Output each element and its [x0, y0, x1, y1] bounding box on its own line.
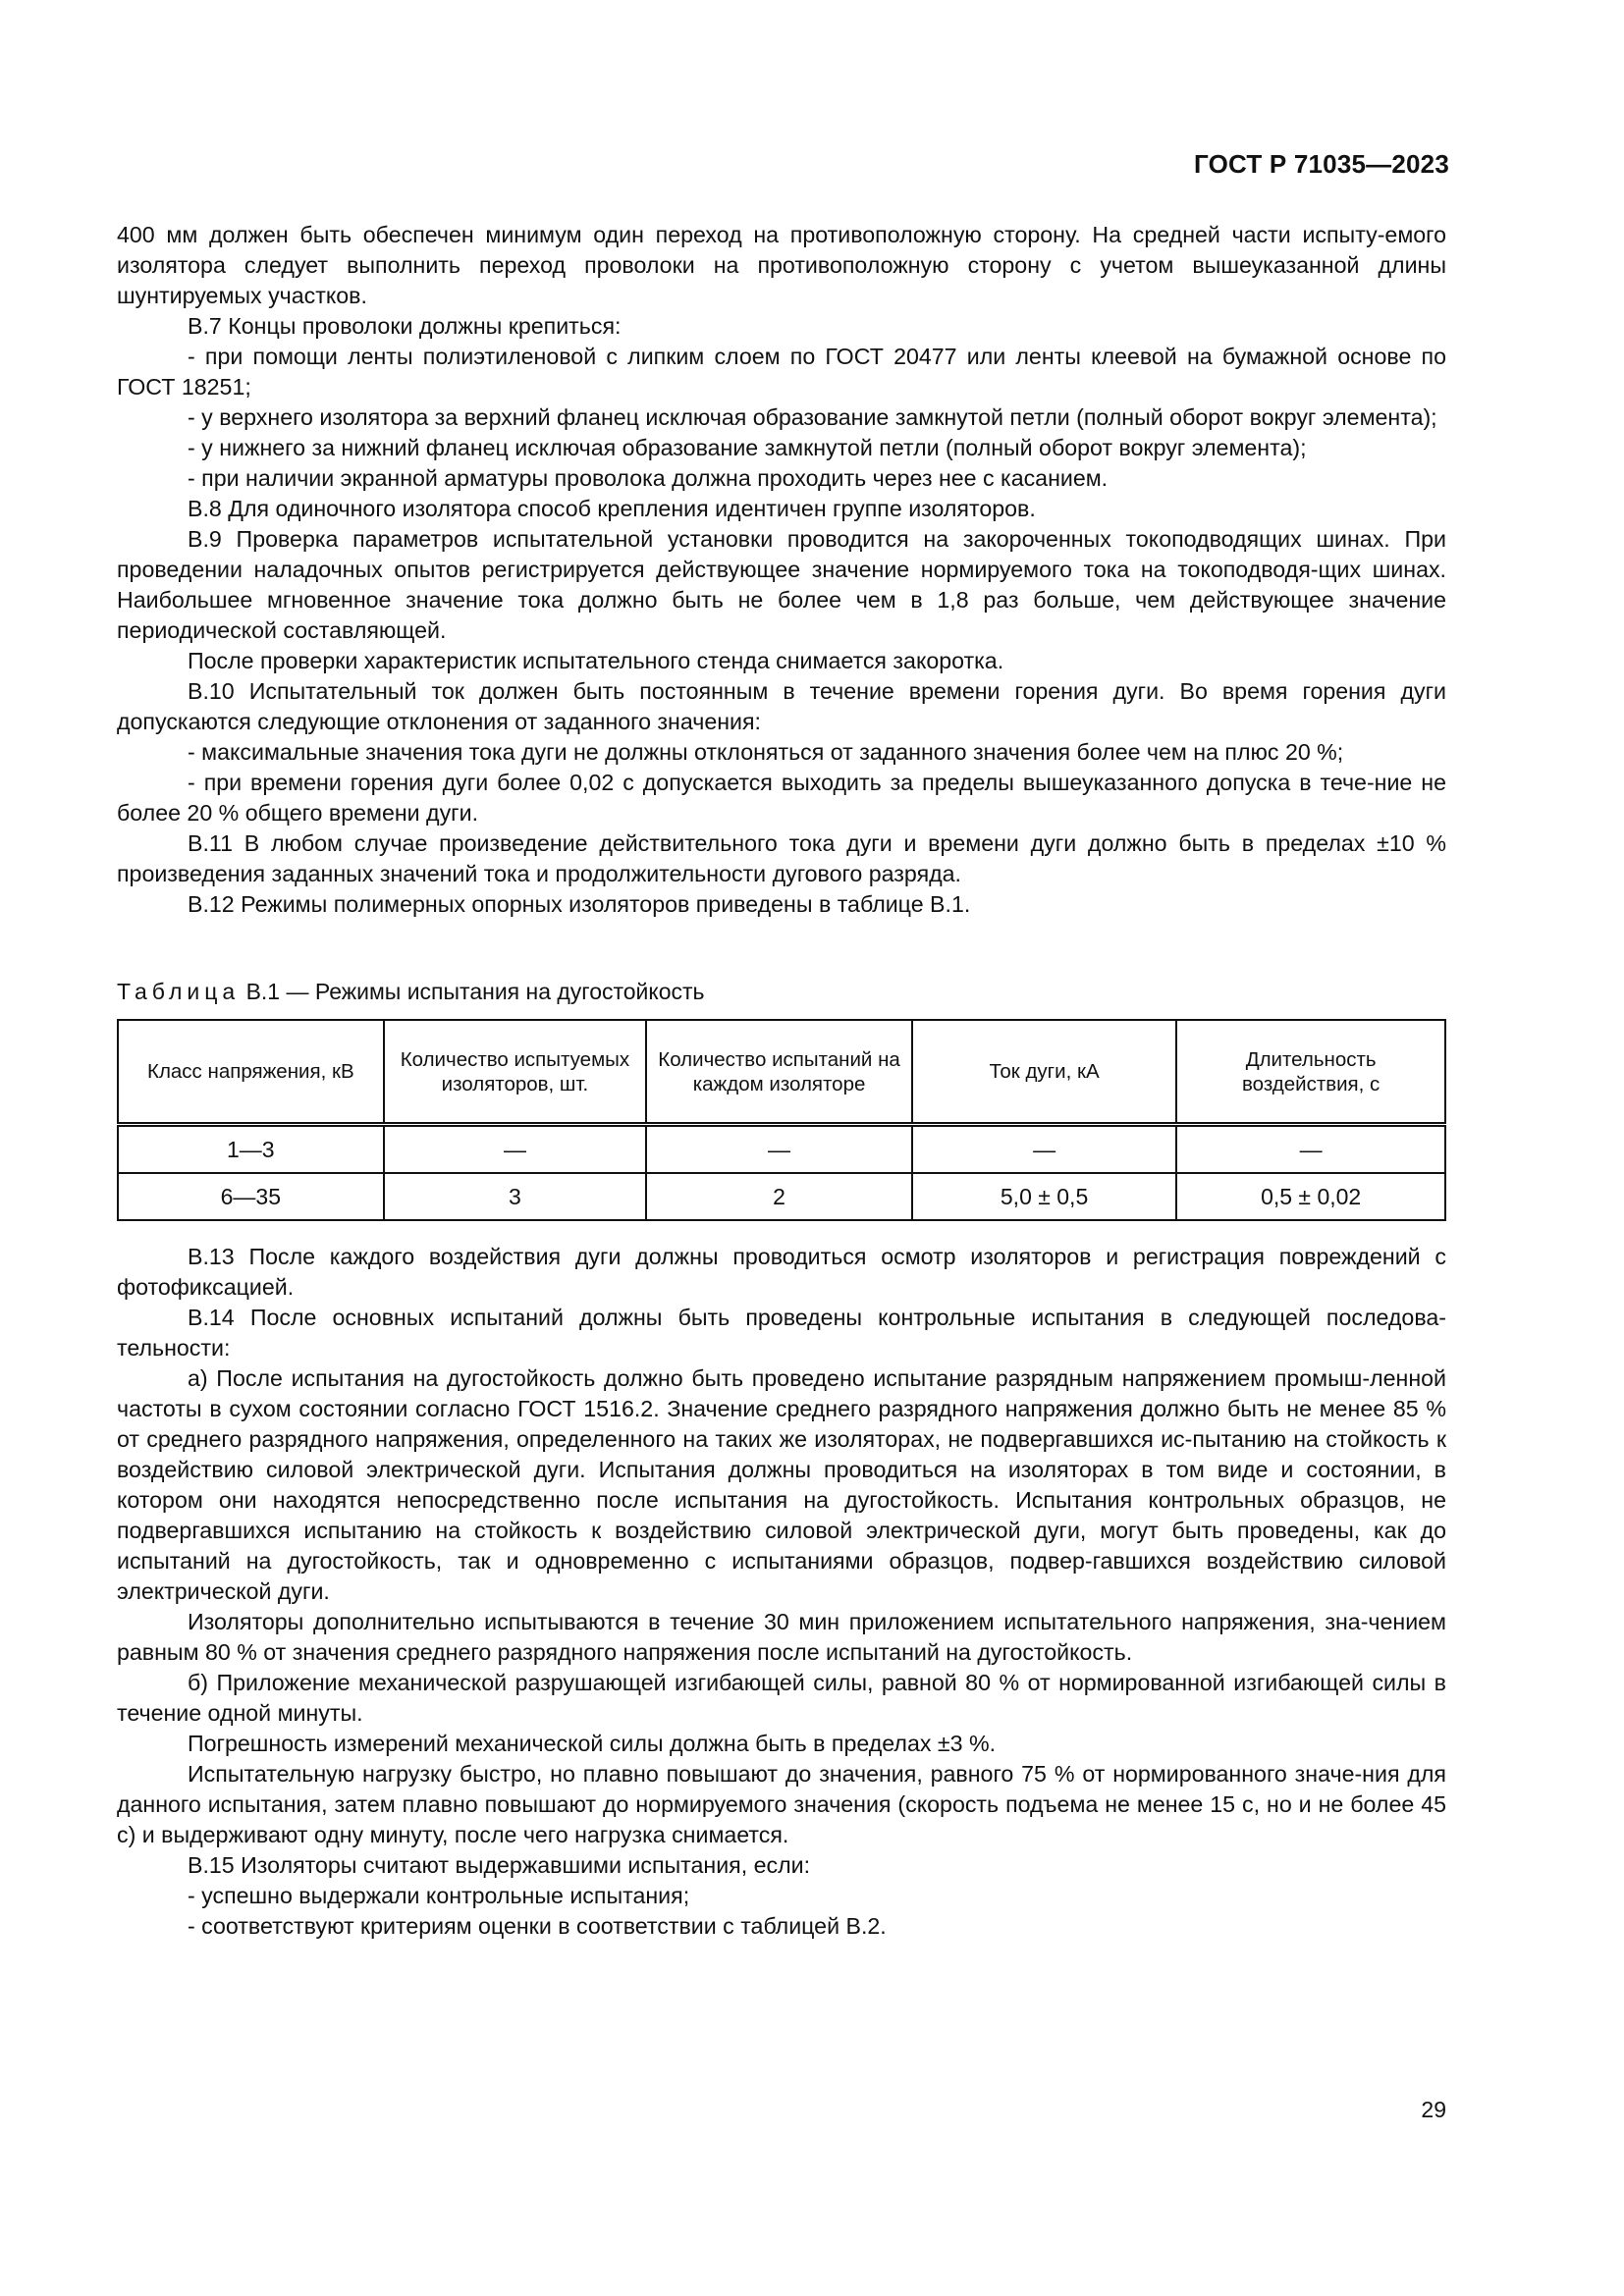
paragraph: - максимальные значения тока дуги не должны отклоняться от заданного значения более чем на плюс 20 %; — [188, 739, 1344, 765]
table-header-row — [118, 1020, 1445, 1125]
table-cell: — — [646, 1125, 912, 1174]
paragraph: Испытательную нагрузку быстро, но плавно повышают до значения, равного 75 % от нормированного значе-ния для данного испытания, затем плавно повышают до нормируемого значения (скорость подъема не менее 15 с, но и не более 45 с) и выдерживают одну минуту, после чего нагрузка снимается. — [117, 1761, 1446, 1847]
table-cell: 0,5 ± 0,02 — [1176, 1173, 1445, 1220]
table-row — [118, 1173, 1445, 1220]
paragraph: - при времени горения дуги более 0,02 с допускается выходить за пределы вышеуказанного допуска в тече-ние не более 20 % общего времени дуги. — [117, 770, 1446, 826]
table-caption-title: В.1 — Режимы испытания на дугостойкость — [240, 979, 705, 1004]
paragraph: В.10 Испытательный ток должен быть постоянным в течение времени горения дуги. Во время горения дуги допускаются следующие отклонения от заданного значения: — [117, 678, 1446, 734]
paragraph: После проверки характеристик испытательного стенда снимается закоротка. — [188, 648, 1004, 673]
header-tests-per-insulator: Количество испытаний на каждом изоляторе — [646, 1020, 912, 1125]
paragraph: В.8 Для одиночного изолятора способ крепления идентичен группе изоляторов. — [188, 496, 1036, 521]
paragraph: В.7 Концы проволоки должны крепиться: — [188, 313, 622, 339]
table-cell: — — [912, 1125, 1176, 1174]
header-voltage-class: Класс напряжения, кВ — [118, 1020, 384, 1125]
table-cell: — — [384, 1125, 647, 1174]
paragraph: В.15 Изоляторы считают выдержавшими испытания, если: — [188, 1852, 811, 1878]
table-cell: — — [1176, 1125, 1445, 1174]
paragraph: - соответствуют критериям оценки в соответствии с таблицей В.2. — [188, 1913, 887, 1939]
header-insulator-count: Количество испытуемых изоляторов, шт. — [384, 1020, 647, 1125]
table-row — [118, 1125, 1445, 1174]
paragraph: В.12 Режимы полимерных опорных изоляторов приведены в таблице В.1. — [188, 891, 971, 917]
body-text-bottom — [117, 1242, 1446, 1942]
paragraph: б) Приложение механической разрушающей изгибающей силы, равной 80 % от нормированной изгибающей силы в течение одной минуты. — [117, 1670, 1446, 1726]
table-caption — [117, 977, 705, 1006]
paragraph: - при помощи ленты полиэтиленовой с липким слоем по ГОСТ 20477 или ленты клеевой на бумажной основе по ГОСТ 18251; — [117, 344, 1446, 400]
paragraph: В.13 После каждого воздействия дуги должны проводиться осмотр изоляторов и регистрация повреждений с фотофиксацией. — [117, 1244, 1446, 1300]
header-exposure-duration: Длительность воздействия, с — [1176, 1020, 1445, 1125]
paragraph: 400 мм должен быть обеспечен минимум один переход на противоположную сторону. На средней части испыту-емого изолятора следует выполнить переход проволоки на противоположную сторону с учетом вышеуказанной длины шунтируемых участков. — [117, 222, 1446, 308]
paragraph: В.9 Проверка параметров испытательной установки проводится на закороченных токоподводящих шинах. При проведении наладочных опытов регистрируется действующее значение нормируемого тока на токоподводя-щих шинах. Наибольшее мгновенное значение тока должно быть не более чем в 1,8 раз больше, чем действующее значение периодической составляющей. — [117, 526, 1446, 643]
paragraph: В.11 В любом случае произведение действительного тока дуги и времени дуги должно быть в пределах ±10 % произведения заданных значений тока и продолжительности дугового разряда. — [117, 830, 1446, 886]
page-number: 29 — [1421, 2097, 1446, 2122]
paragraph: - у нижнего за нижний фланец исключая образование замкнутой петли (полный оборот вокруг элемента); — [188, 435, 1307, 460]
paragraph: Погрешность измерений механической силы должна быть в пределах ±3 %. — [188, 1731, 997, 1756]
arc-resistance-test-table — [117, 1019, 1446, 1221]
paragraph: а) После испытания на дугостойкость должно быть проведено испытание разрядным напряжением промыш-ленной частоты в сухом состоянии согласно ГОСТ 1516.2. Значение среднего разрядного напряжения должно быть не менее 85 % от среднего разрядного напряжения, определенного на таких же изоляторах, не подвергавшихся ис-пытанию на стойкость к воздействию силовой электрической дуги. Испытания должны проводиться на изоляторах в том виде и состоянии, в котором они находятся непосредственно после испытания на дугостойкость. Испытания контрольных образцов, не подвергавшихся испытанию на стойкость к воздействию силовой электрической дуги, могут быть проведены, как до испытаний на дугостойкость, так и одновременно с испытаниями образцов, подвер-гавшихся воздействию силовой электрической дуги. — [117, 1365, 1446, 1604]
body-text-top — [117, 220, 1446, 920]
table-cell: 3 — [384, 1173, 647, 1220]
paragraph: Изоляторы дополнительно испытываются в течение 30 мин приложением испытательного напряжения, зна-чением равным 80 % от значения среднего разрядного напряжения после испытаний на дугостойкость. — [117, 1609, 1446, 1665]
paragraph: - у верхнего изолятора за верхний фланец исключая образование замкнутой петли (полный оборот вокруг элемента); — [188, 404, 1437, 430]
table-cell: 5,0 ± 0,5 — [912, 1173, 1176, 1220]
paragraph: - успешно выдержали контрольные испытания; — [188, 1883, 690, 1908]
table-cell: 1—3 — [118, 1125, 384, 1174]
table-cell: 2 — [646, 1173, 912, 1220]
table-caption-label: Таблица — [117, 979, 241, 1004]
document-header-standard-id: ГОСТ Р 71035—2023 — [1194, 149, 1449, 179]
header-arc-current: Ток дуги, кА — [912, 1020, 1176, 1125]
table-cell: 6—35 — [118, 1173, 384, 1220]
paragraph: - при наличии экранной арматуры проволока должна проходить через нее с касанием. — [188, 465, 1109, 491]
paragraph: В.14 После основных испытаний должны быть проведены контрольные испытания в следующей последова-тельности: — [117, 1305, 1446, 1361]
